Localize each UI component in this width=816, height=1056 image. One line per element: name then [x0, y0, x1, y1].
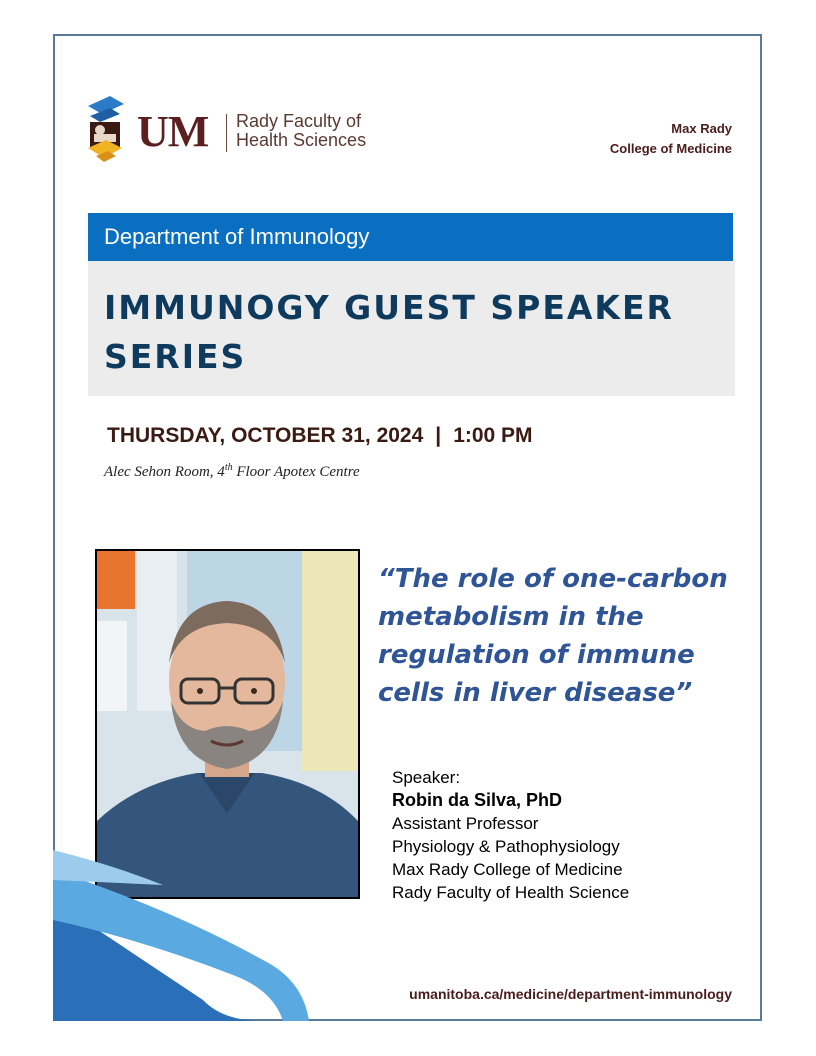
decorative-swoosh [53, 840, 313, 1021]
faculty-line-2: Health Sciences [236, 130, 367, 150]
college-line-1: Max Rady [671, 121, 732, 136]
event-date: THURSDAY, OCTOBER 31, 2024 [107, 424, 424, 447]
faculty-name [236, 112, 366, 150]
um-wordmark: UM [137, 107, 209, 156]
speaker-info [392, 766, 629, 904]
event-venue [104, 462, 360, 481]
speaker-college: Max Rady College of Medicine [392, 860, 623, 879]
talk-title: “The role of one-carbon metabolism in the regulation of immune cells in liver disease” [378, 564, 728, 708]
um-crest-icon [86, 96, 126, 164]
faculty-line-1: Rady Faculty of [236, 111, 362, 131]
footer-url: umanitoba.ca/medicine/department-immunology [409, 986, 732, 1002]
college-line-2: College of Medicine [609, 141, 732, 156]
series-title: IMMUNOGY GUEST SPEAKER SERIES [104, 288, 674, 376]
event-datetime [107, 424, 533, 448]
venue-suffix: Floor Apotex Centre [232, 464, 360, 480]
logo-divider [226, 114, 227, 152]
college-name [610, 119, 732, 159]
speaker-faculty: Rady Faculty of Health Science [392, 883, 630, 902]
speaker-label: Speaker: [392, 768, 461, 787]
speaker-name: Robin da Silva, PhD [392, 790, 563, 810]
date-time-separator: | [435, 424, 442, 447]
speaker-role: Assistant Professor [392, 814, 539, 833]
venue-prefix: Alec Sehon Room, 4 [104, 464, 225, 480]
venue-ordinal: th [224, 462, 233, 473]
speaker-department: Physiology & Pathophysiology [392, 837, 620, 856]
event-time: 1:00 PM [453, 424, 533, 447]
department-banner: Department of Immunology [88, 213, 733, 261]
